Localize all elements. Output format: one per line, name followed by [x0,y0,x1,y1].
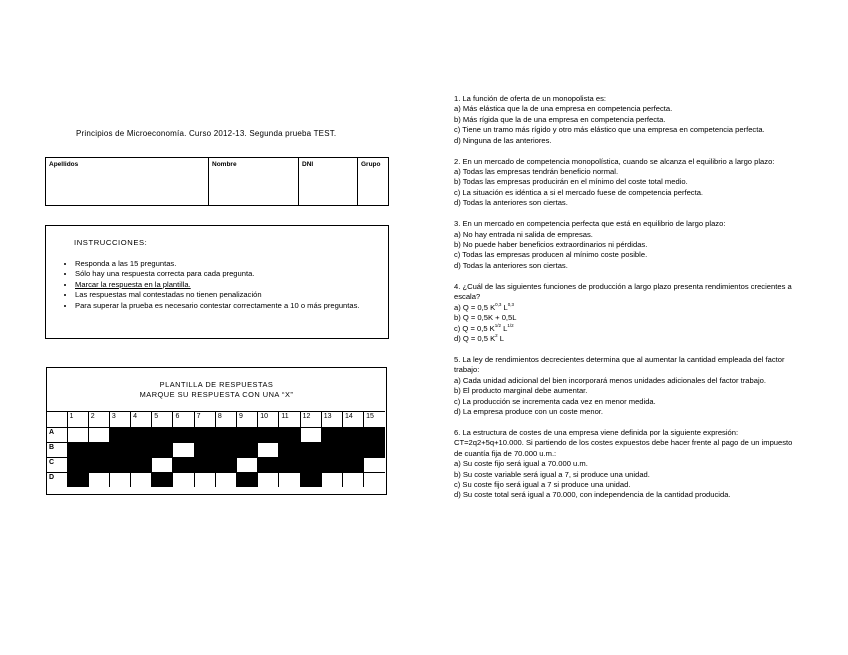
grid-cell-empty[interactable] [364,457,385,472]
grid-cell-filled[interactable] [152,442,173,457]
question-stem: 6. La estructura de costes de una empresa viene definida por la siguiente expresión: CT=2q2+5q+10.000. Si partiendo de los costes expuestos debe hacer frente al pago de un impuesto de cuantía fija de 70.000 u.m.: [454,427,793,458]
option: c) Su coste fijo será igual a 7 si produce una unidad. [454,479,631,489]
option: c) La situación es idéntica a si el mercado fuese de competencia perfecta. [454,187,704,197]
grid-column-header: 5 [152,412,173,427]
grid-cell-filled[interactable] [67,457,88,472]
grid-cell-filled[interactable] [109,457,130,472]
option: d) Todas la anteriores son ciertas. [454,260,568,270]
grid-column-header: 11 [279,412,300,427]
grid-column-header: 7 [194,412,215,427]
grid-cell-filled[interactable] [194,457,215,472]
field-apellidos[interactable]: Apellidos [46,158,209,205]
option: a) Todas las empresas tendrán beneficio normal. [454,167,619,177]
option: b) El producto marginal debe aumentar. [454,386,588,396]
grid-column-header: 13 [321,412,342,427]
grid-cell-filled[interactable] [342,457,363,472]
field-grupo[interactable]: Grupo [361,161,381,168]
grid-cell-filled[interactable] [215,457,236,472]
grid-cell-empty[interactable] [258,442,279,457]
grid-column-header: 4 [131,412,152,427]
option: d) Su coste total será igual a 70.000, con independencia de la cantidad producida. [454,490,731,500]
grid-cell-empty[interactable] [173,442,194,457]
instructions-box [45,225,389,339]
option: b) Más rígida que la de una empresa en competencia perfecta. [454,114,666,124]
grid-cell-filled[interactable] [173,457,194,472]
grid-cell-empty[interactable] [67,427,88,442]
grid-cell-empty[interactable] [364,472,385,487]
grid-cell-filled[interactable] [67,472,88,487]
grid-cell-empty[interactable] [131,472,152,487]
grid-cell-filled[interactable] [364,442,385,457]
grid-cell-filled[interactable] [215,427,236,442]
option: a) Su coste fijo será igual a 70.000 u.m. [454,459,588,469]
grid-cell-filled[interactable] [237,472,258,487]
grid-cell-empty[interactable] [88,472,109,487]
grid-cell-filled[interactable] [109,427,130,442]
grid-cell-filled[interactable] [194,442,215,457]
grid-cell-filled[interactable] [321,427,342,442]
grid-cell-filled[interactable] [300,442,321,457]
option: a) Más elástica que la de una empresa en competencia perfecta. [454,104,673,114]
grid-cell-filled[interactable] [215,442,236,457]
grid-row-label: B [47,442,67,457]
grid-cell-filled[interactable] [173,427,194,442]
grid-cell-empty[interactable] [215,472,236,487]
option: b) Q = 0,5K + 0,5L [454,313,517,323]
grid-cell-filled[interactable] [321,442,342,457]
grid-cell-filled[interactable] [237,427,258,442]
question-4 [454,282,799,344]
grid-cell-filled[interactable] [131,457,152,472]
grid-cell-filled[interactable] [279,457,300,472]
grid-cell-filled[interactable] [258,457,279,472]
question-5 [454,355,799,417]
grid-column-header: 9 [237,412,258,427]
grid-column-header: 12 [300,412,321,427]
grid-row-label: D [47,472,67,487]
option: b) Todas las empresas producirán en el mínimo del coste total medio. [454,177,688,187]
question-stem: 3. En un mercado en competencia perfecta que está en equilibrio de largo plazo: [454,219,726,229]
instruction-item: • Responda a las 15 preguntas. [75,259,375,269]
grid-cell-empty[interactable] [237,457,258,472]
answer-grid [47,411,385,487]
grid-cell-filled[interactable] [131,427,152,442]
grid-row-label: C [47,457,67,472]
grid-column-header: 1 [67,412,88,427]
grid-cell-filled[interactable] [152,427,173,442]
grid-cell-filled[interactable] [300,457,321,472]
question-2 [454,157,799,209]
grid-column-header: 3 [109,412,130,427]
instruction-item: • Las respuestas mal contestadas no tienen penalización [75,290,375,300]
grid-column-header: 14 [342,412,363,427]
option: d) Q = 0,5 $K^2$ L [454,332,505,343]
question-stem: 2. En un mercado de competencia monopolística, cuando se alcanza el equilibrio a largo plazo: [454,156,775,166]
grid-cell-filled[interactable] [194,427,215,442]
grid-cell-filled[interactable] [279,427,300,442]
instruction-item: • Sólo hay una respuesta correcta para cada pregunta. [75,269,375,279]
question-1 [454,94,799,146]
field-nombre[interactable]: Nombre [209,158,299,205]
option: d) La empresa produce con un coste menor. [454,406,604,416]
grid-column-header: 15 [364,412,385,427]
option: c) Q = 0,5 $K^{1/2}$ $L^{1/2}$ [454,322,514,333]
question-3 [454,219,799,271]
grid-cell-empty[interactable] [173,472,194,487]
grid-column-header: 2 [88,412,109,427]
question-stem: 1. La función de oferta de un monopolista es: [454,94,606,103]
template-title: PLANTILLA DE RESPUESTAS [159,380,274,389]
grid-cell-empty[interactable] [342,472,363,487]
template-subtitle: MARQUE SU RESPUESTA CON UNA “X” [139,390,294,399]
option: c) Tiene un tramo más rígido y otro más elástico que una empresa en competencia perfecta. [454,125,765,135]
course-title: Principios de Microeconomía. Curso 2012-13. Segunda prueba TEST. [76,129,337,138]
question-6 [454,428,799,501]
grid-cell-filled[interactable] [342,427,363,442]
answer-template [46,367,387,495]
grid-cell-empty[interactable] [258,472,279,487]
grid-cell-filled[interactable] [237,442,258,457]
option: d) Ninguna de las anteriores. [454,135,552,145]
grid-cell-filled[interactable] [88,442,109,457]
grid-cell-empty[interactable] [88,427,109,442]
option: c) Todas las empresas producen al mínimo coste posible. [454,250,648,260]
field-dni[interactable]: DNI [299,158,358,205]
instructions-list [60,259,375,311]
option: a) Q = 0,5 K$^{0,3}$ L$^{0,3}$ [454,301,515,312]
option: b) No puede haber beneficios extraordinarios ni pérdidas. [454,240,648,250]
grid-row-label: A [47,427,67,442]
grid-cell-filled[interactable] [67,442,88,457]
grid-cell-empty[interactable] [279,472,300,487]
option: b) Su coste variable será igual a 7, si produce una unidad. [454,469,650,479]
grid-cell-filled[interactable] [364,427,385,442]
grid-corner [47,412,67,427]
grid-cell-filled[interactable] [279,442,300,457]
student-info-table [45,157,389,206]
grid-cell-filled[interactable] [131,442,152,457]
grid-column-header: 10 [258,412,279,427]
grid-column-header: 6 [173,412,194,427]
grid-cell-empty[interactable] [152,457,173,472]
grid-cell-filled[interactable] [109,442,130,457]
grid-cell-filled[interactable] [342,442,363,457]
question-stem: 5. La ley de rendimientos decrecientes determina que al aumentar la cantidad empleada del factor trabajo: [454,354,785,375]
option: a) No hay entrada ni salida de empresas. [454,229,593,239]
grid-cell-filled[interactable] [300,472,321,487]
instructions-title: INSTRUCCIONES: [74,238,148,247]
instruction-item: • Marcar la respuesta en la plantilla. [75,280,375,290]
grid-cell-empty[interactable] [321,472,342,487]
question-stem: 4. ¿Cuál de las siguientes funciones de producción a largo plazo presenta rendimientos crecientes a escala? [454,281,792,302]
questions-column [454,94,799,511]
option: a) Cada unidad adicional del bien incorporará menos unidades adicionales del factor trabajo. [454,375,766,385]
grid-cell-filled[interactable] [258,427,279,442]
grid-cell-empty[interactable] [300,427,321,442]
grid-cell-filled[interactable] [88,457,109,472]
grid-cell-empty[interactable] [109,472,130,487]
grid-cell-empty[interactable] [194,472,215,487]
option: c) La producción se incrementa cada vez en menor medida. [454,396,656,406]
option: d) Todas la anteriores son ciertas. [454,198,568,208]
grid-cell-filled[interactable] [321,457,342,472]
grid-cell-filled[interactable] [152,472,173,487]
grid-column-header: 8 [215,412,236,427]
instruction-item: • Para superar la prueba es necesario contestar correctamente a 10 o más preguntas. [75,301,375,311]
